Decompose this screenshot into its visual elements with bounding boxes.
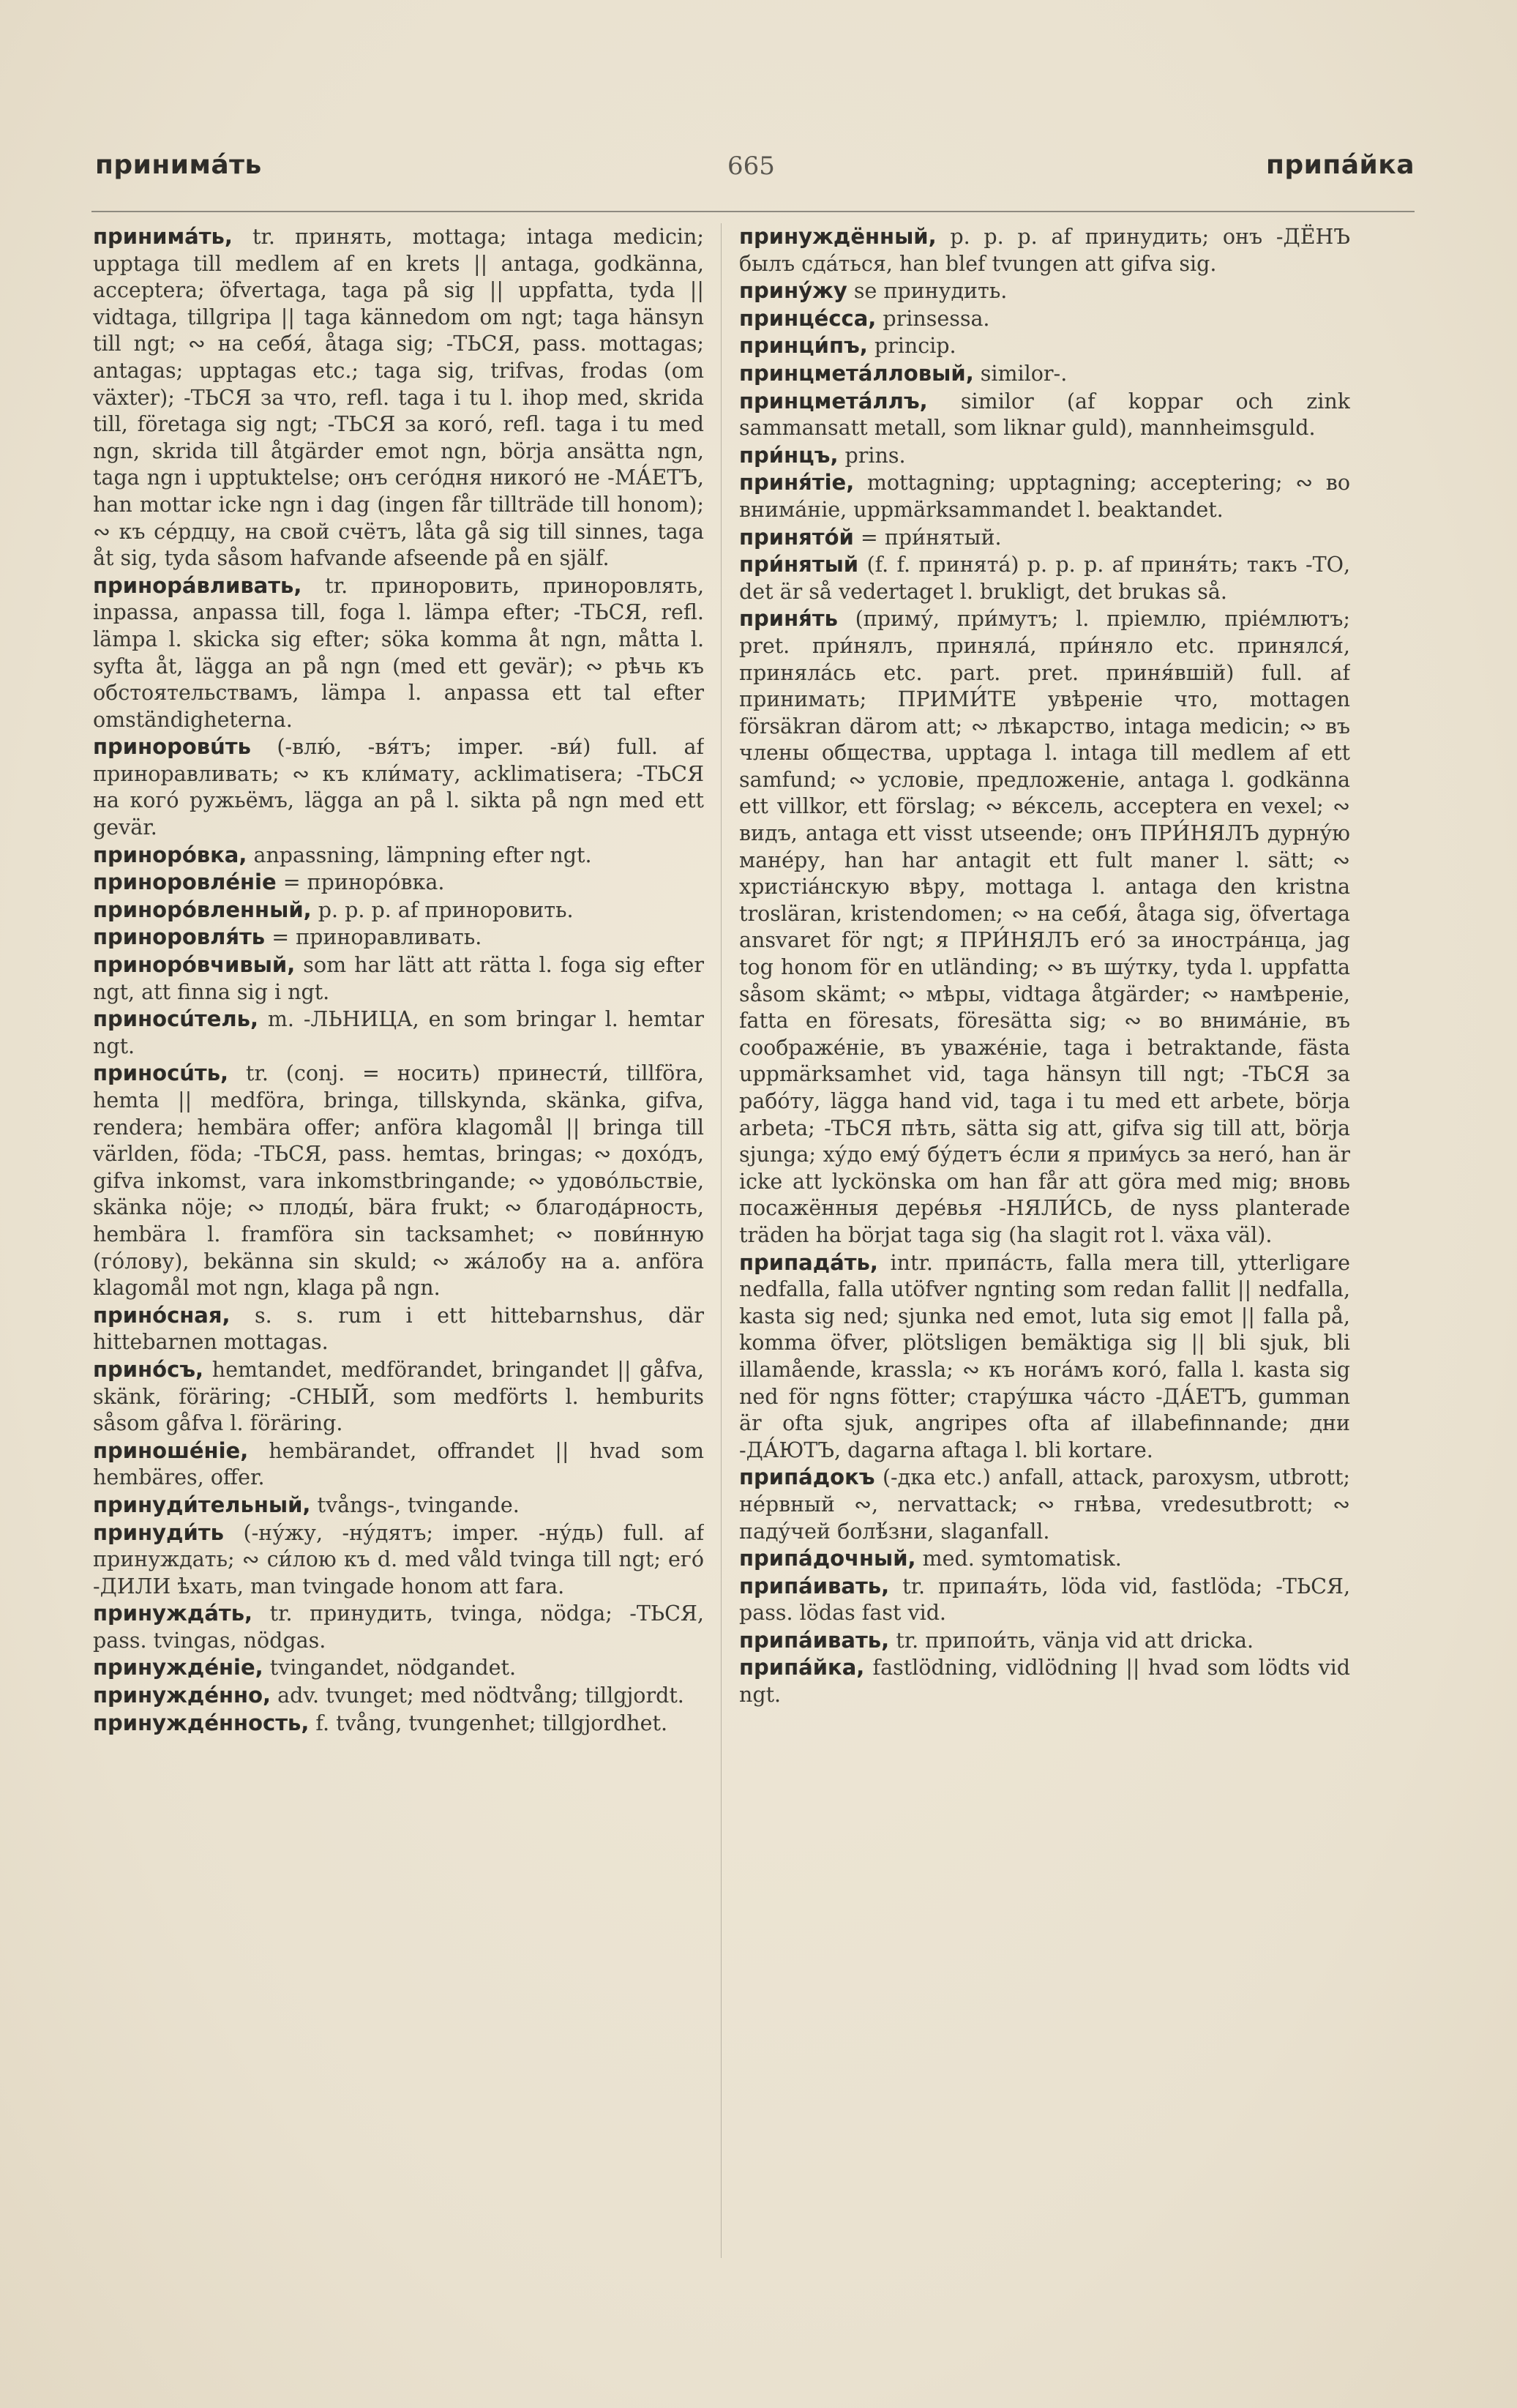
entry-definition: prins. <box>844 443 906 468</box>
entry-definition: tr. принудить, tvinga, nödga; -ТЬСЯ, pass. tvingas, nödgas. <box>93 1601 704 1653</box>
entry-definition: tvångs-, tvingande. <box>317 1492 520 1517</box>
entry-headword: принорáвливать, <box>93 572 302 598</box>
entry-headword: принуди́тельный, <box>93 1492 311 1517</box>
dictionary-entry <box>93 1060 704 1301</box>
entry-headword: прино́сная, <box>93 1302 231 1328</box>
header-right-guideword: припáйка <box>1266 150 1415 180</box>
entry-definition: (-ну́жу, -ну́дятъ; imper. -ну́дь) full. af принуждать; ∾ си́лою къ d. med våld tvinga till ngt; его́ -ДИЛИ ѣхать, man tvingade honom att fara. <box>93 1520 704 1599</box>
entry-definition: princip. <box>874 334 956 359</box>
dictionary-entry <box>93 897 704 924</box>
entry-definition: similor-. <box>980 361 1068 386</box>
entry-definition: tr. припои́ть, vänja vid att dricka. <box>896 1628 1254 1653</box>
entry-headword: припадáть, <box>739 1249 878 1275</box>
entry-headword: принуждéнно, <box>93 1683 271 1708</box>
dictionary-entry <box>93 1492 704 1519</box>
entry-definition: tr. приноровить, приноровлять, inpassa, anpassa till, foga l. lämpa efter; -ТЬСЯ, refl. lämpa l. skicka sig efter; söka komma åt ngn, måtta l. syfta åt, lägga an på ngn (med ett gevär); ∾ рѣчь къ обстоятельствамъ, lämpa l. anpassa ett tal efter omständigheterna. <box>93 573 704 732</box>
page-number: 665 <box>727 152 775 181</box>
dictionary-entry <box>739 388 1350 442</box>
dictionary-entry <box>739 332 1350 360</box>
entry-headword: принуди́ть <box>93 1519 224 1545</box>
entry-definition: tr. принять, mottaga; intaga medicin; upptaga till medlem af en krets || antaga, godkänna, acceptera; öfvertaga, taga på sig || uppfatta, tyda || vidtaga, tillgripa || taga kännedom om ngt; taga hänsyn till ngt; ∾ на себя́, åtaga sig; -ТЬСЯ, pass. mottagas; antagas; upptagas etc.; taga sig, trifvas, frodas (om växter); -ТЬСЯ за что, refl. taga i tu l. ihop med, skrida till, företaga sig ngt; -ТЬСЯ за кого́, refl. taga i tu med ngn, skrida till åtgärder emot ngn, börja ansätta ngn, taga ngn i upptuktelse; онъ сего́дня никого́ не -МА́ЕТЪ, han mottar icke ngn i dag (ingen får tillträde till honom); ∾ къ се́рдцу, на свой счётъ, låta gå sig till sinnes, taga åt sig, tyda såsom hafvande afseende på en själf. <box>93 225 704 571</box>
entry-definition: (-влю́, -вя́тъ; imper. -ви́) full. af приноравливать; ∾ къ кли́мату, acklimatisera; -ТЬСЯ на кого́ ружьёмъ, lägga an på l. sikta på ngn med ett gevär. <box>93 735 704 840</box>
dictionary-entry <box>93 1437 704 1492</box>
dictionary-entry <box>93 869 704 897</box>
dictionary-entry <box>739 551 1350 605</box>
entry-headword: припáивать, <box>739 1627 890 1653</box>
entry-definition: adv. tvunget; med nödtvång; tillgjordt. <box>277 1683 684 1708</box>
entry-headword: прино́съ, <box>93 1356 204 1382</box>
dictionary-entry <box>93 1682 704 1710</box>
dictionary-entry <box>739 1249 1350 1465</box>
entry-definition: (-дка etc.) anfall, attack, paroxysm, utbrott; не́рвный ∾, nervattack; ∾ гнѣва, vredesutbrott; ∾ паду́чей болѣ́зни, slaganfall. <box>739 1465 1350 1544</box>
entry-definition: prinsessa. <box>883 306 990 331</box>
entry-definition: p. p. p. af принудить; онъ -ДЁНЪ былъ сда́ться, han blef tvungen att gifva sig. <box>739 225 1350 276</box>
right-column <box>739 223 1350 2346</box>
entry-definition: p. p. p. af приноровить. <box>318 897 574 922</box>
header-left-guideword: принимáть <box>95 150 262 180</box>
entry-headword: приноро́вка, <box>93 842 247 867</box>
dictionary-entry <box>93 1006 704 1060</box>
entry-headword: принуждéніе, <box>93 1655 263 1680</box>
dictionary-entry <box>93 1654 704 1682</box>
dictionary-entry <box>93 223 704 572</box>
entry-headword: припáивать, <box>739 1573 890 1599</box>
entry-headword: прину́жу <box>739 278 847 304</box>
entry-definition: (приму́, при́мутъ; l. пріемлю, пріе́млютъ; pret. при́нялъ, приняла́, при́няло etc. принялся́, приняла́сь etc. part. pret. приня́вшій) full. af принимать; ПРИМИ́ТЕ увѣреніе что, mottagen försäkran därom att; ∾ лѣкарство, intaga medicin; ∾ въ члены общества, upptaga l. intaga till medlem af ett samfund; ∾ условіе, предложеніе, antaga l. godkänna ett villkor, ett förslag; ∾ ве́ксель, acceptera en vexel; ∾ видъ, antaga ett visst utseende; онъ ПРИ́НЯЛЪ дурну́ю мане́ру, han har antagit ett fult maner l. sätt; ∾ христіа́нскую вѣру, mottaga l. antaga den kristna trosläran, kristendomen; ∾ на себя́, åtaga sig, öfvertaga ansvaret för ngt; я ПРИ́НЯЛЪ его́ за иностра́нца, jag tog honom för en utländing; ∾ въ шу́тку, tyda l. uppfatta såsom skämt; ∾ мѣры, vidtaga åtgärder; ∾ намѣреніе, fatta en föresats, föresätta sig; ∾ во внима́ніе, въ соображе́ніе, въ уваже́ніе, taga i betraktande, fästa uppmärksamhet vid, taga hänsyn till ngt; -ТЬСЯ за рабо́ту, lägga hand vid, taga i tu med ett arbete, börja arbeta; -ТЬСЯ пѣть, sätta sig att, gifva sig till att, börja sjunga; ху́до ему́ бу́детъ е́сли я прим́усь за него́, han är icke att lyckönska om han får att göra med mig; вновь посажённыя дере́вья -НЯЛИ́СЬ, de nyss planterade träden ha börjat taga sig (ha slagit rot l. växa väl). <box>739 607 1350 1247</box>
dictionary-entry <box>93 1600 704 1654</box>
entry-definition: med. symtomatisk. <box>922 1547 1122 1571</box>
entry-headword: припáдокъ <box>739 1465 875 1490</box>
entry-headword: припáдочный, <box>739 1546 916 1571</box>
dictionary-entry <box>739 1545 1350 1573</box>
entry-headword: приноро́вленный, <box>93 897 312 922</box>
entry-definition: tr. (conj. = носить) принести́, tillföra, hemta || medföra, bringa, tillskynda, skänka, gifva, rendera; hembära offer; anföra klagomål || bringa till världen, föda; -ТЬСЯ, pass. hemtas, bringas; ∾ дохо́дъ, gifva inkomst, vara inkomstbringande; ∾ удово́льствіе, skänka nöje; ∾ плоды́, bära frukt; ∾ благода́рность, hembära l. framföra sin tacksamhet; ∾ пови́нную (го́лову), bekänna sin skuld; ∾ жа́лобу на а. anföra klagomål mot ngn, klaga på ngn. <box>93 1061 704 1301</box>
dictionary-entry <box>739 1573 1350 1627</box>
entry-headword: приносúтель, <box>93 1006 258 1032</box>
entry-definition: = принoро́вка. <box>282 870 445 895</box>
entry-definition: m. -ЛЬНИЦА, en som bringar l. hemtar ngt. <box>93 1007 704 1058</box>
entry-headword: приноровля́ть <box>93 924 266 950</box>
entry-definition: s. s. rum i ett hittebarnshus, där hittebarnen mottagas. <box>93 1303 704 1355</box>
dictionary-entry <box>739 469 1350 523</box>
dictionary-entry <box>93 1302 704 1356</box>
entry-headword: принуждáть, <box>93 1601 253 1626</box>
entry-definition: hemtandet, medförandet, bringandet || gåfva, skänk, föräring; -СНЫЙ, som medförts l. hemburits såsom gåfva l. föräring. <box>93 1357 704 1436</box>
entry-headword: припáйка, <box>739 1655 865 1680</box>
entry-definition: anpassning, lämpning efter ngt. <box>253 842 592 867</box>
entry-definition: tvingandet, nödgandet. <box>269 1656 517 1680</box>
entry-headword: принято́й <box>739 524 854 550</box>
entry-headword: при́нцъ, <box>739 442 839 468</box>
entry-headword: приня́ть <box>739 606 838 632</box>
entry-headword: приноровúть <box>93 734 251 760</box>
dictionary-entry <box>739 1654 1350 1708</box>
entry-definition: intr. припа́сть, falla mera till, ytterligare nedfalla, falla utöfver ngnting som redan fallit || nedfalla, kasta sig ned; sjunka ned emot, luta sig emot || falla på, komma öfver, plötsligen bemäktiga sig || bli sjuk, bli illamående, krassla; ∾ къ нога́мъ кого́, falla l. kasta sig ned för ngns fötter; стару́шка ча́сто -ДА́ЕТЪ, gumman är ofta sjuk, angripes ofta af illabefinnande; дни -ДА́ЮТЪ, dagarna aftaga l. bli kortare. <box>739 1250 1350 1462</box>
entry-definition: mottagning; upptagning; accepterіng; ∾ во внима́ніе, uppmärksammandet l. beaktandet. <box>739 471 1350 522</box>
entry-definition: (f. f. принята́) p. p. p. af приня́ть; такъ -ТО, det är så vedertaget l. brukligt, det brukas så. <box>739 553 1350 604</box>
dictionary-entry <box>93 1356 704 1437</box>
dictionary-entry <box>93 733 704 841</box>
dictionary-entry <box>739 605 1350 1249</box>
entry-definition: = при́нятый. <box>860 525 1002 550</box>
dictionary-entry <box>739 223 1350 277</box>
dictionary-entry <box>93 924 704 951</box>
dictionary-entry <box>739 442 1350 470</box>
entry-headword: приноровлéніе <box>93 870 277 895</box>
page-header <box>88 150 1415 194</box>
entry-definition: se принудить. <box>853 279 1008 304</box>
dictionary-entry <box>739 305 1350 333</box>
column-divider <box>721 223 722 2258</box>
dictionary-entry <box>93 1519 704 1601</box>
entry-definition: = приноравливать. <box>271 925 482 950</box>
dictionary-entry <box>739 1464 1350 1545</box>
dictionary-entry <box>739 360 1350 388</box>
entry-headword: принцметáллъ, <box>739 388 928 414</box>
entry-headword: приношéніе, <box>93 1437 249 1463</box>
entry-headword: приноро́вчивый, <box>93 952 296 978</box>
entry-headword: при́нятый <box>739 552 859 577</box>
dictionary-entry <box>739 524 1350 552</box>
entry-headword: принцметáлловый, <box>739 360 974 386</box>
entry-definition: hembärandet, offrandet || hvad som hembäres, offer. <box>93 1438 704 1490</box>
entry-headword: приня́тіе, <box>739 470 855 496</box>
entry-headword: принуждéнность, <box>93 1710 310 1735</box>
entry-definition: som har lätt att rätta l. foga sig efter ngt, att finna sig i ngt. <box>93 953 704 1004</box>
entry-headword: приносúть, <box>93 1061 229 1086</box>
dictionary-entry <box>93 572 704 734</box>
dictionary-entry <box>93 1710 704 1738</box>
dictionary-entry <box>93 951 704 1006</box>
header-rule <box>91 211 1415 212</box>
left-column <box>93 223 704 2346</box>
entry-headword: принимáть, <box>93 224 233 249</box>
entry-headword: принци́пъ, <box>739 333 868 359</box>
entry-definition: f. tvång, tvungenhet; tillgjordhet. <box>315 1710 668 1735</box>
dictionary-entry <box>739 277 1350 305</box>
entry-headword: принцéсса, <box>739 305 877 331</box>
entry-headword: принуждённый, <box>739 224 937 249</box>
entry-definition: fastlödning, vidlödning || hvad som lödts vid ngt. <box>739 1656 1350 1708</box>
dictionary-entry <box>93 842 704 870</box>
entry-definition: tr. припая́ть, löda vid, fastlöda; -ТЬСЯ, pass. lödas fast vid. <box>739 1574 1350 1626</box>
entry-definition: similor (af koppar och zink sammansatt metall, som liknar guld), mannheimsguld. <box>739 389 1350 441</box>
dictionary-entry <box>739 1627 1350 1655</box>
